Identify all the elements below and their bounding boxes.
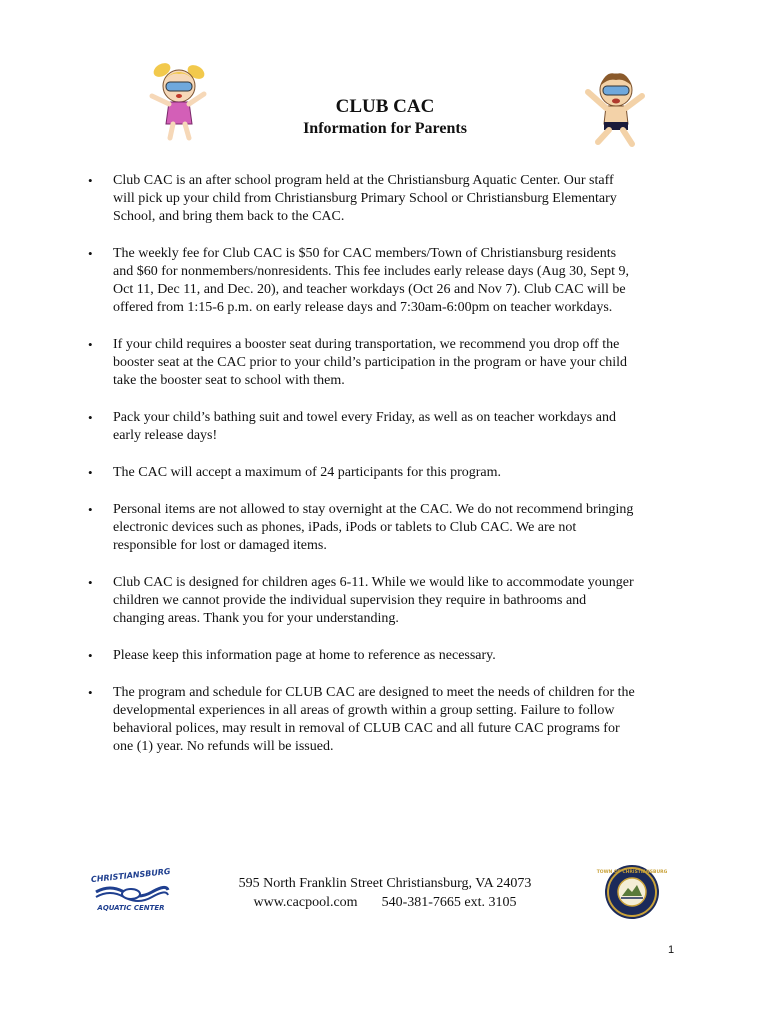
info-item	[86, 647, 686, 665]
item-line: children we cannot provide the individual supervision they require in bathrooms and	[113, 593, 587, 608]
bullet-marker: •	[88, 502, 93, 517]
item-line: will pick up your child from Christiansburg Primary School or Christiansburg Elementary	[113, 191, 617, 206]
bullet-marker: •	[88, 246, 93, 261]
info-item	[86, 684, 686, 756]
info-item	[86, 501, 686, 555]
item-line: Oct 11, Dec 11, and Dec. 20), and teacher workdays (Oct 26 and Nov 7). Club CAC will be	[113, 282, 626, 297]
bullet-marker: •	[88, 575, 93, 590]
item-line: School, and bring them back to the CAC.	[113, 209, 345, 224]
item-line: Club CAC is an after school program held at the Christiansburg Aquatic Center. Our staff	[113, 173, 614, 188]
item-line: If your child requires a booster seat during transportation, we recommend you drop off the	[113, 337, 620, 352]
item-line: The weekly fee for Club CAC is $50 for CAC members/Town of Christiansburg residents	[113, 246, 617, 261]
info-item	[86, 172, 686, 226]
phone-number: 540-381-7665 ext. 3105	[381, 895, 517, 910]
item-line: electronic devices such as phones, iPads, iPods or tablets to Club CAC. We are not	[113, 520, 577, 535]
page-number: 1	[668, 944, 675, 956]
item-line: Please keep this information page at home to reference as necessary.	[113, 648, 496, 663]
logo-text-top: CHRISTIANSBURG	[90, 866, 171, 885]
town-seal-logo	[596, 864, 668, 920]
item-line: Personal items are not allowed to stay overnight at the CAC. We do not recommend bringing	[113, 502, 634, 517]
bullet-marker: •	[88, 648, 93, 663]
item-line: offered from 1:15-6 p.m. on early release days and 7:30am-6:00pm on teacher workdays.	[113, 300, 613, 315]
info-item	[86, 409, 686, 445]
item-line: developmental experiences in all areas of growth within a group setting. Failure to follow	[113, 703, 615, 718]
item-line: one (1) year. No refunds will be issued.	[113, 739, 334, 754]
logo-text-bottom: AQUATIC CENTER	[97, 904, 165, 912]
bullet-marker: •	[88, 685, 93, 700]
info-item	[86, 464, 686, 482]
bullet-marker: •	[88, 173, 93, 188]
item-line: booster seat at the CAC prior to your child’s participation in the program or have your child	[113, 355, 627, 370]
info-item	[86, 574, 686, 628]
bullet-marker: •	[88, 410, 93, 425]
item-line: The CAC will accept a maximum of 24 participants for this program.	[113, 465, 502, 480]
item-line: and $60 for nonmembers/nonresidents. This fee includes early release days (Aug 30, Sept 9,	[113, 264, 630, 279]
info-bullet-list	[86, 172, 686, 756]
bullet-marker: •	[88, 465, 93, 480]
info-item	[86, 245, 686, 317]
page-title: CLUB CAC	[335, 96, 435, 117]
info-item	[86, 336, 686, 390]
item-line: The program and schedule for CLUB CAC are designed to meet the needs of children for the	[113, 685, 635, 700]
seal-text: TOWN OF CHRISTIANSBURG	[596, 870, 668, 875]
website-link[interactable]: www.cacpool.com	[253, 895, 358, 910]
item-line: changing areas. Thank you for your understanding.	[113, 611, 399, 626]
item-line: early release days!	[113, 428, 218, 443]
item-line: Club CAC is designed for children ages 6-11. While we would like to accommodate younger	[113, 575, 634, 590]
item-line: behavioral polices, may result in removal of CLUB CAC and all future CAC programs for	[113, 721, 620, 736]
item-line: take the booster seat to school with them.	[113, 373, 345, 388]
item-line: responsible for lost or damaged items.	[113, 538, 327, 553]
page-subtitle: Information for Parents	[303, 120, 467, 137]
footer-address: 595 North Franklin Street Christiansburg, VA 24073	[238, 876, 532, 891]
item-line: Pack your child’s bathing suit and towel every Friday, as well as on teacher workdays and	[113, 410, 616, 425]
bullet-marker: •	[88, 337, 93, 352]
